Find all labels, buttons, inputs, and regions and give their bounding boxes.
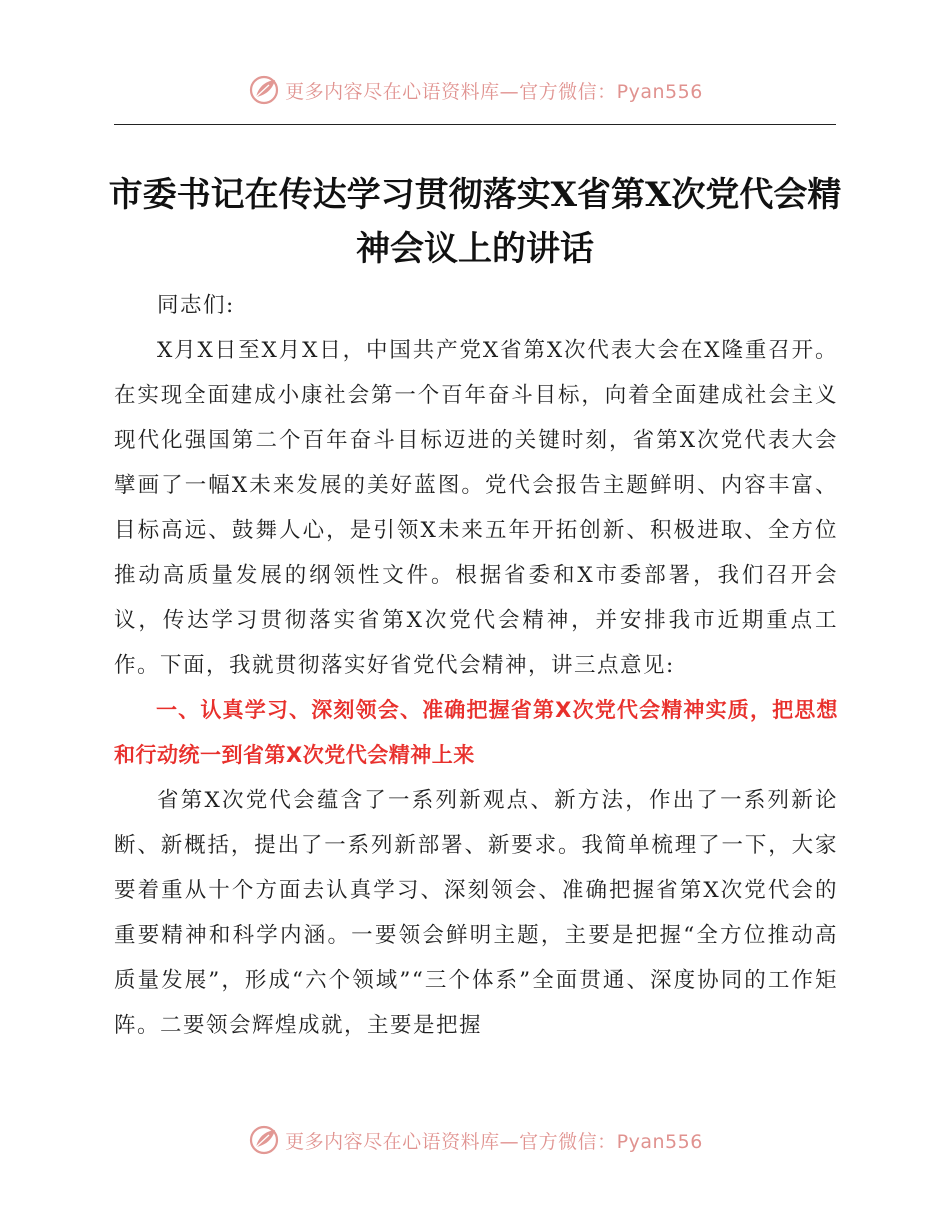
header-watermark bbox=[0, 68, 950, 112]
document-body bbox=[114, 283, 838, 1048]
header-divider bbox=[114, 124, 836, 125]
page-title: 市委书记在传达学习贯彻落实X省第X次党代会精神会议上的讲话 bbox=[108, 175, 842, 269]
section-paragraph: 省第X次党代会蕴含了一系列新观点、新方法，作出了一系列新论断、新概括，提出了一系列新部署、新要求。我简单梳理了一下，大家要着重从十个方面去认真学习、深刻领会、准确把握省第X次党代会的重要精神和科学内涵。一要领会鲜明主题，主要是把握“全方位推动高质量发展”，形成“六个领域”“三个体系”全面贯通、深度协同的工作矩阵。二要领会辉煌成就，主要是把握 bbox=[114, 788, 838, 1038]
red-leaf-logo-icon bbox=[247, 1123, 281, 1157]
red-leaf-logo-icon bbox=[247, 73, 281, 107]
footer-watermark bbox=[0, 1118, 950, 1162]
watermark-text: 更多内容尽在心语资料库—官方微信：Pyan556 bbox=[285, 1130, 703, 1153]
salutation: 同志们: bbox=[157, 293, 235, 318]
section-heading: 一、认真学习、深刻领会、准确把握省第X次党代会精神实质，把思想和行动统一到省第X次党代会精神上来 bbox=[114, 698, 838, 767]
intro-paragraph: X月X日至X月X日，中国共产党X省第X次代表大会在X隆重召开。在实现全面建成小康社会第一个百年奋斗目标，向着全面建成社会主义现代化强国第二个百年奋斗目标迈进的关键时刻，省第X次党代表大会擘画了一幅X未来发展的美好蓝图。党代会报告主题鲜明、内容丰富、目标高远、鼓舞人心，是引领X未来五年开拓创新、积极进取、全方位推动高质量发展的纲领性文件。根据省委和X市委部署，我们召开会议，传达学习贯彻落实省第X次党代会精神，并安排我市近期重点工作。下面，我就贯彻落实好省党代会精神，讲三点意见: bbox=[114, 338, 838, 678]
watermark-text: 更多内容尽在心语资料库—官方微信：Pyan556 bbox=[285, 80, 703, 103]
